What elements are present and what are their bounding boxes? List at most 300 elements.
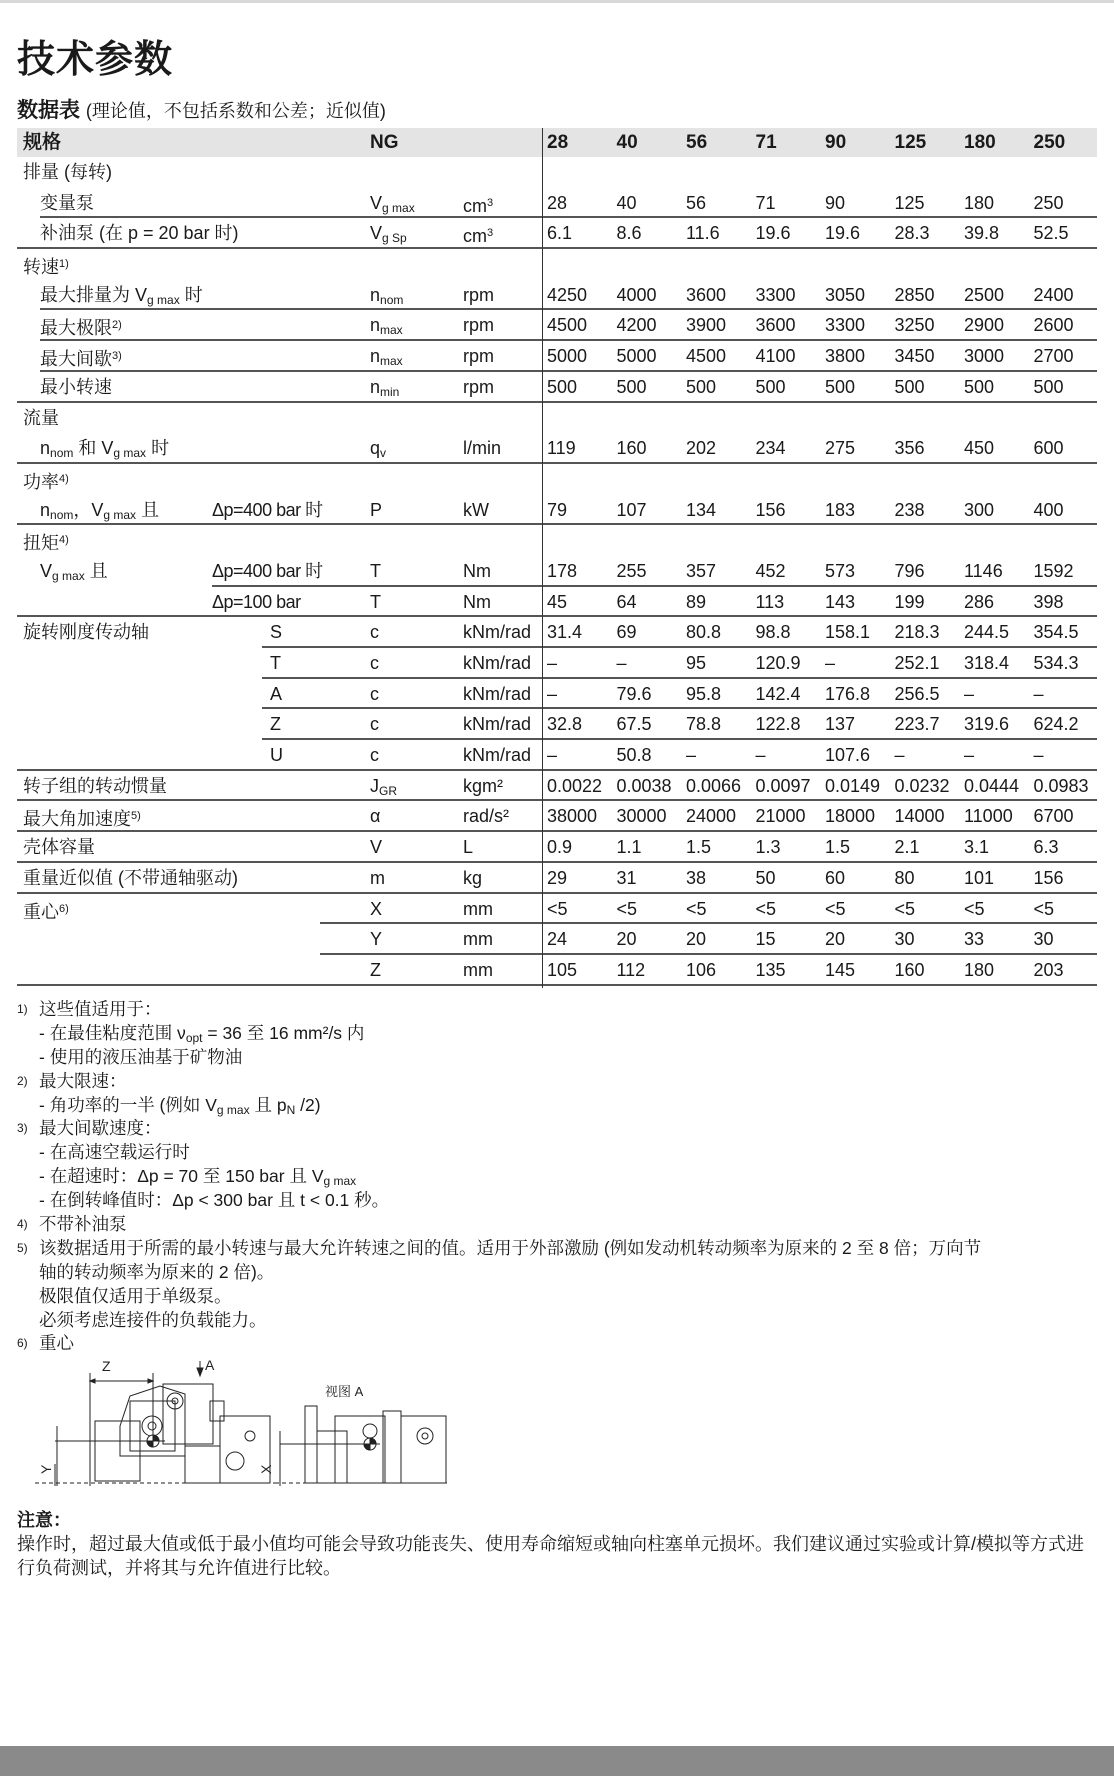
value-28: 178 [547,560,578,581]
row-unit: rpm [463,315,494,336]
value-125: 0.0232 [894,775,950,796]
footnote-line [17,1212,1097,1236]
value-40: 500 [616,376,647,397]
value-250: 6700 [1033,806,1074,827]
value-56: 20 [686,929,707,950]
dim-z-label: Z [102,1358,111,1374]
value-28: 38000 [547,806,598,827]
value-40: <5 [616,898,638,919]
value-90: 176.8 [825,683,871,704]
row-unit: rpm [463,284,494,305]
value-250: 400 [1033,499,1064,520]
value-40: 69 [616,622,637,643]
value-250: 250 [1033,192,1064,213]
table-row [17,771,1097,802]
column-divider [542,128,543,988]
table-row [17,587,1097,618]
value-180: – [964,683,975,704]
footnote-text: 轴的转动频率为原来的 2 倍)。 [39,1261,275,1282]
value-125: 28.3 [894,223,930,244]
value-180: <5 [964,898,985,919]
value-71: 15 [755,929,776,950]
footnote-text: - 在超速时：Δp = 70 至 150 bar 且 $V_{g max}$ [39,1166,357,1189]
row-symbol: $n_{max}$ [370,346,403,369]
value-71: 113 [755,591,785,612]
row-label: 补油泵 (在 p = 20 bar 时) [40,223,239,244]
value-56: 89 [686,591,707,612]
row-unit: kNm/rad [463,683,532,704]
value-28: 45 [547,591,568,612]
footnote-line [17,1021,1097,1045]
value-125: 3450 [894,346,935,367]
footnote-line [17,997,1097,1021]
value-40: 1.1 [616,837,642,858]
value-125: 2.1 [894,837,920,858]
value-56: 0.0066 [686,775,742,796]
value-125: 14000 [894,806,945,827]
table-subtitle-note: (理论值，不包括系数和公差；近似值) [85,101,386,121]
row-unit: kW [463,499,489,520]
row-symbol: c [370,714,379,735]
value-90: 20 [825,929,846,950]
value-180: 2900 [964,315,1005,336]
value-125: 80 [894,867,915,888]
footnote-text: - 使用的液压油基于矿物油 [39,1046,243,1067]
value-40: 4000 [616,284,657,305]
table-row [17,924,1097,955]
value-125: <5 [894,898,916,919]
center-of-gravity-diagram [35,1356,475,1486]
row-symbol: $q_v$ [370,438,387,461]
row-label: 最大角加速度$^{5)}$ [23,809,141,830]
row-unit: rpm [463,376,494,397]
value-40: 0.0038 [616,775,672,796]
shaft-type: A [270,683,283,704]
table-row [17,188,1097,219]
top-border [0,0,1114,3]
row-symbol: $V_{g max}$ [370,192,415,215]
row-symbol: $n_{max}$ [370,315,403,338]
footnote-text: 不带补油泵 [39,1214,127,1235]
value-90: 573 [825,560,856,581]
value-28: 79 [547,499,568,520]
value-250: 203 [1033,959,1064,980]
header-size-40: 40 [616,132,638,153]
footnote-line [17,1116,1097,1140]
row-unit: kNm/rad [463,714,532,735]
value-250: 398 [1033,591,1064,612]
footnote-line [17,1093,1097,1117]
value-125: 160 [894,959,925,980]
value-90: <5 [825,898,846,919]
shaft-type: S [270,622,283,643]
value-90: 90 [825,192,846,213]
row-label: 最大极限$^{2)}$ [40,318,122,339]
row-unit: mm [463,959,493,980]
row-label: 流量 [23,407,59,428]
value-28: – [547,683,558,704]
row-unit: mm [463,929,493,950]
table-row [17,648,1097,679]
value-56: 78.8 [686,714,722,735]
footnote-number: 4) [17,1217,28,1232]
notice [17,1508,1097,1580]
value-40: 20 [616,929,637,950]
value-28: 6.1 [547,223,573,244]
row-pressure-condition: Δp=400 bar 时 [212,499,323,520]
footnote-text: 极限值仅适用于单级泵。 [39,1285,232,1306]
value-125: 356 [894,438,925,459]
value-125: 30 [894,929,915,950]
value-180: 318.4 [964,653,1010,674]
row-label: 重量近似值 (不带通轴驱动) [23,867,238,888]
notice-text: 操作时，超过最大值或低于最小值均可能会导致功能丧失、使用寿命缩短或轴向柱塞单元损坏。我们建议通过实验或计算/模拟等方式进行负荷测试，并将其与允许值进行比较。 [17,1534,1084,1578]
value-40: 40 [616,192,637,213]
value-71: 21000 [755,806,806,827]
value-40: 112 [616,959,646,980]
value-28: 119 [547,438,576,459]
value-250: 2700 [1033,346,1074,367]
header-size-180: 180 [964,132,996,153]
row-label: 最大排量为 $V_{g max}$ 时 [40,284,203,307]
value-71: – [755,745,766,766]
value-125: 199 [894,591,925,612]
value-71: 4100 [755,346,796,367]
notice-title: 注意： [17,1510,71,1530]
footnote-line [17,1260,1097,1284]
footnote-line [17,1188,1097,1212]
value-250: 2600 [1033,315,1074,336]
value-250: 500 [1033,376,1064,397]
value-28: – [547,653,558,674]
shaft-type: T [270,653,281,674]
value-71: 0.0097 [755,775,811,796]
row-symbol: T [370,560,381,581]
row-label-condition: $V_{g max}$ 且 [40,560,108,583]
row-pressure-condition: Δp=400 bar 时 [212,560,323,581]
value-250: 534.3 [1033,653,1079,674]
value-180: 244.5 [964,622,1010,643]
row-label: 转子组的转动惯量 [23,775,167,796]
value-40: 5000 [616,346,657,367]
table-row [17,218,1097,249]
value-56: 357 [686,560,717,581]
row-symbol: c [370,745,379,766]
value-250: 0.0983 [1033,775,1089,796]
row-unit: Nm [463,591,491,612]
row-unit: rpm [463,346,494,367]
value-71: 120.9 [755,653,801,674]
view-a-arrow-label: A [205,1357,215,1373]
row-unit: Nm [463,560,491,581]
value-90: 143 [825,591,856,612]
row-symbol: $V_{g Sp}$ [370,223,407,246]
value-71: 452 [755,560,786,581]
footnote-line [17,1331,1097,1355]
value-56: – [686,745,697,766]
row-label: 最小转速 [40,376,112,397]
value-180: 101 [964,867,995,888]
value-56: 202 [686,438,717,459]
value-56: 38 [686,867,707,888]
header-spec: 规格 [23,132,62,153]
value-125: 3250 [894,315,935,336]
row-label: 变量泵 [40,192,94,213]
row-label: 旋转刚度传动轴 [23,622,149,643]
footnotes [17,997,1097,1355]
value-56: 56 [686,192,707,213]
value-180: 3000 [964,346,1005,367]
value-250: 52.5 [1033,223,1069,244]
value-125: 500 [894,376,925,397]
table-row [17,801,1097,832]
footnote-line [17,1045,1097,1069]
value-250: 2400 [1033,284,1074,305]
table-row [17,894,1097,925]
value-71: 19.6 [755,223,791,244]
row-unit: kNm/rad [463,745,532,766]
value-90: 183 [825,499,856,520]
value-28: <5 [547,898,568,919]
value-90: 500 [825,376,856,397]
value-28: – [547,745,558,766]
footnote-text: - 角功率的一半 (例如 $V_{g max}$ 且 $p_N$ /2) [39,1094,321,1117]
value-125: 125 [894,192,925,213]
value-40: 50.8 [616,745,652,766]
value-180: 300 [964,499,995,520]
row-symbol: $n_{nom}$ [370,284,404,307]
table-row [17,341,1097,372]
value-71: 3600 [755,315,796,336]
value-71: 122.8 [755,714,801,735]
footnote-number: 3) [17,1121,28,1136]
row-symbol: X [370,898,383,919]
value-180: 180 [964,192,995,213]
row-label: $n_{nom}$ 和 $V_{g max}$ 时 [40,438,170,461]
footnote-text: - 在高速空载运行时 [39,1142,190,1163]
value-180: 180 [964,959,995,980]
footnote-text: 必须考虑连接件的负载能力。 [39,1309,267,1330]
value-71: 71 [755,192,776,213]
footnote-line [17,1308,1097,1332]
data-table [17,128,1097,986]
table-row [17,740,1097,771]
row-symbol: $J_{GR}$ [370,775,397,798]
row-symbol: T [370,591,381,612]
value-250: 156 [1033,867,1064,888]
value-180: 11000 [964,806,1013,827]
value-28: 31.4 [547,622,583,643]
value-90: 145 [825,959,856,980]
value-180: 1146 [964,560,1003,581]
value-56: 95 [686,653,707,674]
row-unit: mm [463,898,493,919]
row-symbol: Y [370,929,383,950]
header-size-125: 125 [894,132,927,153]
value-90: 18000 [825,806,876,827]
footnote-number: 1) [17,1002,28,1016]
shaft-type: U [270,745,283,766]
footnote-number: 5) [17,1240,28,1255]
footnote-line [17,1236,1097,1260]
row-divider [17,984,1097,986]
value-28: 0.9 [547,837,573,858]
footnote-line [17,1284,1097,1308]
table-subtitle [17,94,386,124]
value-90: 3800 [825,346,866,367]
header-size-71: 71 [755,132,777,153]
footnote-text: 这些值适用于： [39,999,162,1019]
value-40: 31 [616,867,637,888]
value-56: 106 [686,959,717,980]
value-250: 30 [1033,929,1054,950]
row-symbol: $n_{min}$ [370,376,400,399]
value-90: 19.6 [825,223,861,244]
table-row [17,403,1097,434]
row-label: 排量 (每转) [23,162,112,182]
value-71: 98.8 [755,622,791,643]
value-28: 24 [547,929,568,950]
table-row [17,464,1097,495]
value-180: 450 [964,438,995,459]
table-row [17,525,1097,586]
value-56: 3900 [686,315,727,336]
row-label: 最大间歇$^{3)}$ [40,349,122,370]
table-header [17,128,1097,157]
value-28: 4500 [547,315,588,336]
row-unit: kNm/rad [463,653,532,674]
value-71: 156 [755,499,786,520]
value-125: 256.5 [894,683,940,704]
value-125: – [894,745,905,766]
value-28: 32.8 [547,714,583,735]
row-symbol: c [370,622,379,643]
header-size-250: 250 [1033,132,1066,153]
value-71: 234 [755,438,786,459]
value-90: 107.6 [825,745,871,766]
footnote-line [17,1069,1097,1093]
footnote-line [17,1164,1097,1188]
dim-y-label: Y [38,1464,54,1474]
table-row [17,832,1097,863]
value-28: 29 [547,867,568,888]
value-71: <5 [755,898,777,919]
view-a-label: 视图 A [325,1384,364,1399]
row-label: 转速$^{1)}$ [23,257,69,278]
table-row [17,863,1097,894]
row-unit: L [463,837,474,858]
footnote-number: 6) [17,1336,28,1351]
value-28: 28 [547,192,568,213]
value-180: 33 [964,929,985,950]
value-56: 24000 [686,806,737,827]
value-71: 1.3 [755,837,781,858]
value-40: 107 [616,499,647,520]
value-250: 6.3 [1033,837,1059,858]
value-40: 8.6 [616,223,642,244]
value-56: 134 [686,499,717,520]
value-90: 137 [825,714,856,735]
value-28: 4250 [547,284,588,305]
table-row [17,280,1097,311]
value-180: 286 [964,591,995,612]
value-90: 60 [825,867,846,888]
value-125: 796 [894,560,925,581]
row-unit: l/min [463,438,502,459]
value-71: 500 [755,376,786,397]
value-40: 79.6 [616,683,652,704]
shaft-type: Z [270,714,281,735]
value-180: 0.0444 [964,775,1020,796]
value-40: 67.5 [616,714,652,735]
row-symbol: α [370,806,381,827]
table-subtitle-bold: 数据表 [17,99,80,122]
value-56: 500 [686,376,717,397]
header-size-28: 28 [547,132,569,153]
value-180: 3.1 [964,837,990,858]
row-pressure-condition: Δp=100 bar [212,591,301,612]
value-125: 223.7 [894,714,940,735]
row-symbol: m [370,867,385,888]
row-unit: kNm/rad [463,622,532,643]
table-row [17,617,1097,648]
value-180: 39.8 [964,223,1000,244]
table-row [17,433,1097,464]
value-40: 30000 [616,806,667,827]
value-90: 275 [825,438,856,459]
value-250: – [1033,683,1044,704]
row-unit: $cm^3$ [463,195,494,216]
row-symbol: Z [370,959,381,980]
footnote-text: 该数据适用于所需的最小转速与最大允许转速之间的值。适用于外部激励 (例如发动机转动频率为原来的 2 至 8 倍；万向节 [39,1237,982,1258]
value-125: 218.3 [894,622,940,643]
row-label: 扭矩$^{4)}$ [23,533,69,554]
value-180: – [964,745,975,766]
dim-x-label: X [258,1464,274,1474]
value-28: 105 [547,959,578,980]
footnote-text: - 在最佳粘度范围 $\nu_{opt} = 36$ 至 16 mm²/s 内 [39,1022,365,1045]
row-unit: kgm² [463,775,503,796]
row-label: 功率$^{4)}$ [23,471,69,492]
value-56: <5 [686,898,707,919]
table-row [17,955,1097,986]
value-28: 5000 [547,346,588,367]
footnote-text: 最大间歇速度： [39,1118,162,1139]
value-56: 80.8 [686,622,722,643]
value-56: 4500 [686,346,727,367]
bottom-bar [0,1746,1114,1776]
row-unit: rad/s² [463,806,510,827]
value-90: 3050 [825,284,866,305]
value-250: <5 [1033,898,1055,919]
value-90: 0.0149 [825,775,881,796]
value-250: 1592 [1033,560,1074,581]
value-40: 255 [616,560,647,581]
value-90: 3300 [825,315,866,336]
table-row [17,372,1097,403]
footnote-number: 2) [17,1073,28,1088]
value-71: 50 [755,867,776,888]
pump-side-view [35,1361,275,1486]
value-125: 252.1 [894,653,940,674]
value-56: 11.6 [686,223,720,244]
table-row [17,310,1097,341]
value-125: 2850 [894,284,935,305]
value-71: 135 [755,959,786,980]
value-180: 319.6 [964,714,1010,735]
row-symbol: c [370,683,379,704]
row-symbol: c [370,653,379,674]
